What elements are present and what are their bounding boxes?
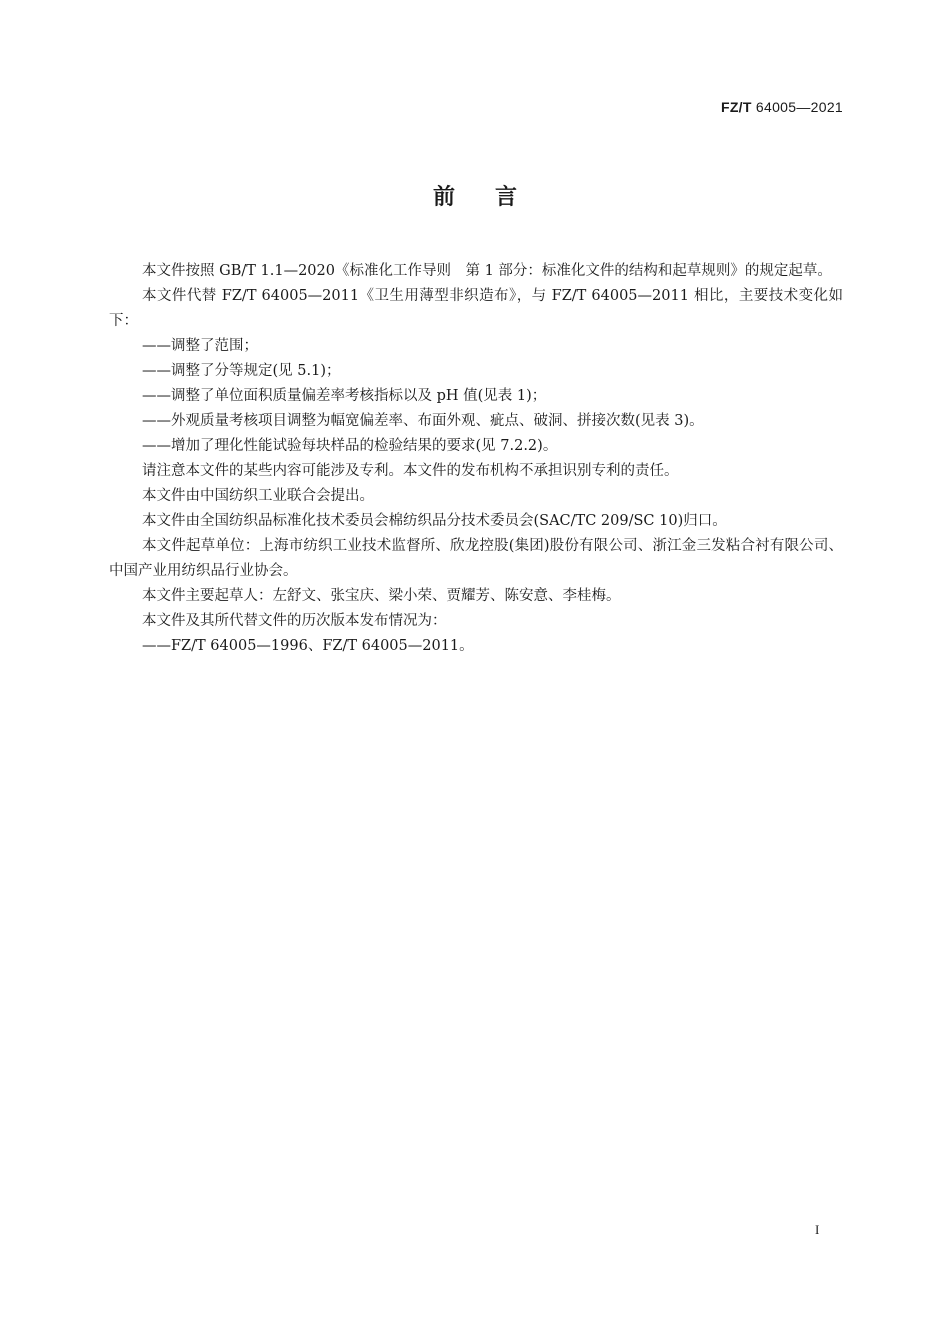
page-number: I bbox=[815, 1222, 820, 1237]
paragraph: 请注意本文件的某些内容可能涉及专利。本文件的发布机构不承担识别专利的责任。 bbox=[142, 463, 679, 479]
document-code-number: 64005—2021 bbox=[755, 99, 843, 115]
history-item: ——FZ/T 64005—1996、FZ/T 64005—2011。 bbox=[142, 638, 474, 654]
change-item: ——调整了范围； bbox=[142, 338, 258, 354]
paragraph: 本文件起草单位：上海市纺织工业技术监督所、欣龙控股(集团)股份有限公司、浙江金三发粘合衬有限公司、中国产业用纺织品行业协会。 bbox=[109, 538, 843, 579]
change-item: ——调整了单位面积质量偏差率考核指标以及 pH 值(见表 1)； bbox=[142, 388, 547, 404]
paragraph: 本文件由全国纺织品标准化技术委员会棉纺织品分技术委员会(SAC/TC 209/SC 10)归口。 bbox=[142, 513, 727, 529]
paragraph: 本文件按照 GB/T 1.1—2020《标准化工作导则 第 1 部分：标准化文件的结构和起草规则》的规定起草。 bbox=[142, 263, 832, 279]
document-code bbox=[721, 99, 843, 115]
document-code-prefix: FZ/T bbox=[720, 99, 752, 115]
paragraph: 本文件主要起草人：左舒文、张宝庆、梁小荣、贾耀芳、陈安意、李桂梅。 bbox=[142, 588, 621, 604]
page-title: 前言 bbox=[432, 185, 557, 210]
change-item: ——调整了分等规定(见 5.1)； bbox=[142, 363, 341, 379]
change-item: ——外观质量考核项目调整为幅宽偏差率、布面外观、疵点、破洞、拼接次数(见表 3)。 bbox=[142, 413, 704, 429]
paragraph: 本文件及其所代替文件的历次版本发布情况为： bbox=[142, 613, 447, 629]
paragraph: 本文件由中国纺织工业联合会提出。 bbox=[142, 488, 374, 504]
paragraph: 本文件代替 FZ/T 64005—2011《卫生用薄型非织造布》，与 FZ/T 64005—2011 相比，主要技术变化如下： bbox=[109, 288, 843, 329]
change-item: ——增加了理化性能试验每块样品的检验结果的要求(见 7.2.2)。 bbox=[142, 438, 558, 454]
foreword-body bbox=[109, 259, 843, 659]
